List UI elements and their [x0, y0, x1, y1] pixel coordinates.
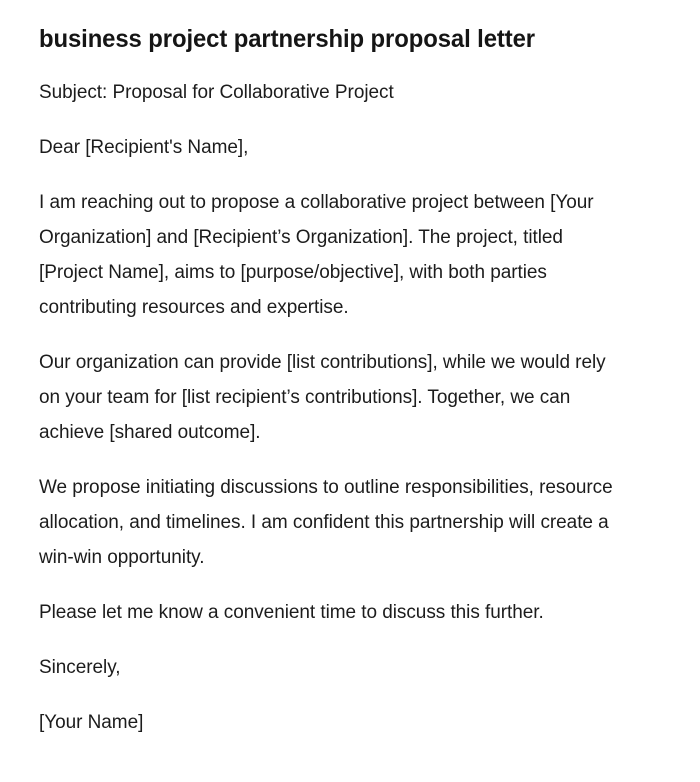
letter-signature: [Your Name]: [39, 712, 144, 733]
letter-paragraph-next-steps: We propose initiating discussions to outline responsibilities, resource allocation, and timelines. I am confident this partnership will create a win-win opportunity.: [39, 477, 613, 568]
letter-closing: Sincerely,: [39, 657, 121, 678]
letter-paragraph-call-to-action: Please let me know a convenient time to discuss this further.: [39, 602, 544, 623]
letter-subject-line: Subject: Proposal for Collaborative Project: [39, 82, 394, 103]
letter-paragraph-contributions: Our organization can provide [list contributions], while we would rely on your team for [list recipient’s contributions]. Together, we can achieve [shared outcome].: [39, 352, 606, 443]
letter-body: [39, 75, 635, 740]
letter-paragraph-intro: I am reaching out to propose a collaborative project between [Your Organization] and [Recipient’s Organization]. The project, titled [Project Name], aims to [purpose/objective], with both parties contributing resources and expertise.: [39, 192, 594, 318]
page-title: business project partnership proposal letter: [39, 25, 535, 53]
letter-salutation: Dear [Recipient's Name],: [39, 137, 249, 158]
